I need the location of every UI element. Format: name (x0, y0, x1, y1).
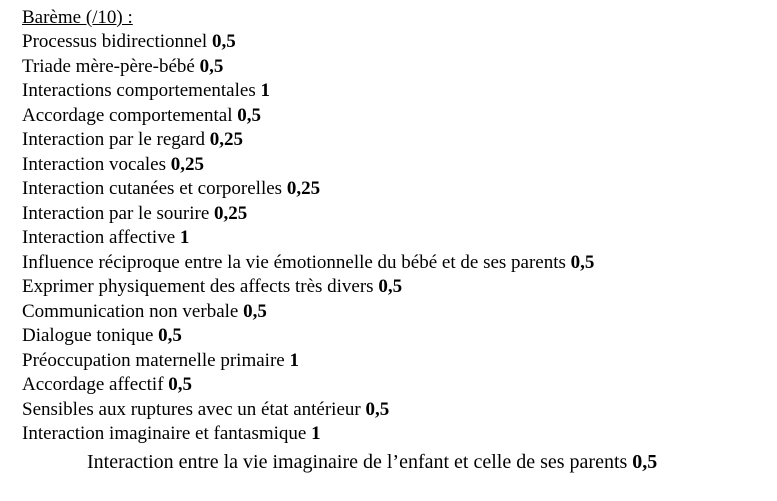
item-points: 0,5 (570, 251, 595, 273)
item-points: 0,5 (158, 325, 182, 346)
item-points: 0,25 (209, 129, 244, 150)
item-label: Accordage affectif (22, 374, 164, 395)
grading-item (22, 79, 594, 104)
item-points: 1 (289, 349, 299, 371)
grading-item (22, 275, 594, 300)
grading-item (22, 30, 594, 55)
grading-item (22, 251, 594, 276)
grading-item (22, 177, 594, 202)
item-points: 0,25 (214, 202, 248, 224)
item-points: 0,5 (365, 398, 390, 420)
item-label: Interaction par le regard (22, 129, 206, 150)
grading-item (22, 324, 594, 349)
item-label: Exprimer physiquement des affects très divers (22, 276, 374, 297)
grading-item (22, 349, 594, 374)
item-label: Processus bidirectionnel (22, 31, 208, 52)
grading-item (22, 55, 594, 80)
item-points: 1 (179, 227, 190, 248)
item-label: Interaction imaginaire et fantasmique (22, 423, 307, 444)
grading-item (22, 128, 594, 153)
item-points: 0,5 (211, 31, 236, 52)
item-points: 0,5 (237, 104, 261, 126)
item-label: Interactions comportementales (22, 80, 256, 101)
grading-item (22, 202, 594, 227)
item-points: 0,5 (632, 451, 658, 473)
grading-item-indented (87, 449, 657, 475)
grading-item (22, 226, 594, 251)
grading-item (22, 104, 594, 129)
item-label: Sensibles aux ruptures avec un état antérieur (22, 398, 361, 420)
item-label: Accordage comportemental (22, 104, 233, 126)
item-label: Interaction entre la vie imaginaire de l’enfant et celle de ses parents (87, 451, 628, 473)
item-points: 0,5 (168, 374, 193, 395)
item-points: 1 (260, 80, 270, 101)
item-label: Communication non verbale (22, 300, 239, 322)
item-points: 1 (311, 423, 321, 444)
grading-heading: Barème (/10) : (22, 7, 133, 28)
item-points: 0,5 (199, 55, 224, 77)
item-points: 0,25 (170, 153, 205, 175)
grading-item (22, 422, 594, 447)
item-label: Interaction cutanées et corporelles (22, 178, 283, 199)
item-label: Dialogue tonique (22, 325, 154, 346)
item-label: Triade mère-père-bébé (22, 55, 195, 77)
item-label: Influence réciproque entre la vie émotionnelle du bébé et de ses parents (22, 251, 566, 273)
grading-item (22, 153, 594, 178)
grading-list (22, 30, 594, 447)
item-label: Interaction affective (22, 227, 176, 248)
grading-item (22, 300, 594, 325)
item-points: 0,25 (286, 178, 321, 199)
item-points: 0,5 (378, 276, 403, 297)
item-points: 0,5 (243, 300, 267, 322)
grading-item (22, 398, 594, 423)
item-label: Préoccupation maternelle primaire (22, 349, 285, 371)
item-label: Interaction vocales (22, 153, 167, 175)
grading-item (22, 373, 594, 398)
item-label: Interaction par le sourire (22, 202, 210, 224)
